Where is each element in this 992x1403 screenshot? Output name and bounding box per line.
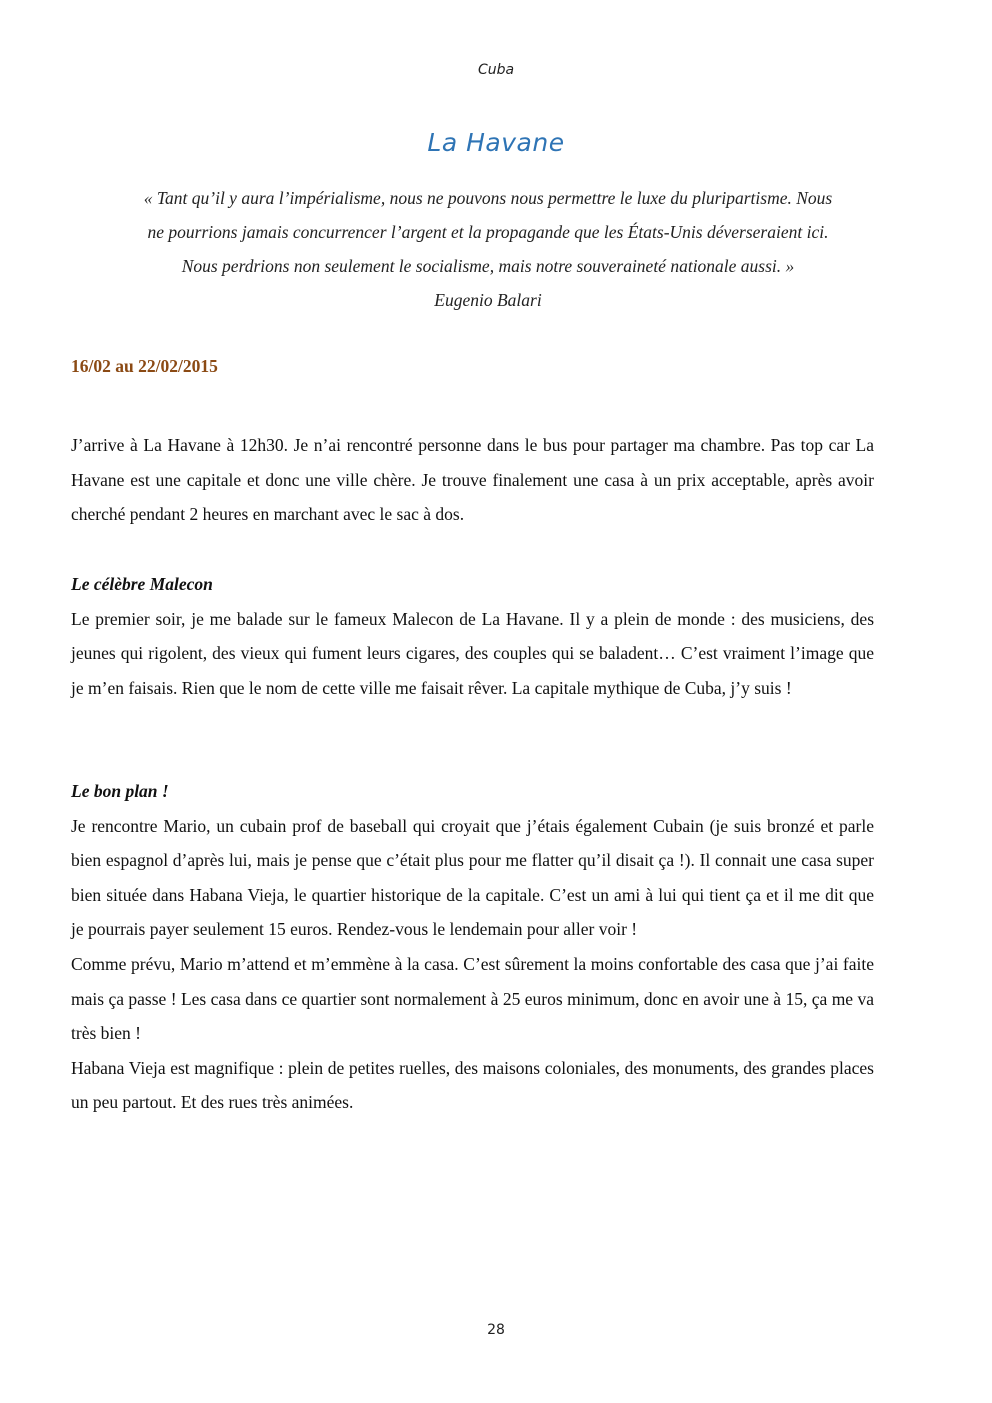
- quote-line: Nous perdrions non seulement le socialisme, mais notre souveraineté nationale aussi. »: [181, 256, 795, 276]
- paragraph: Habana Vieja est magnifique : plein de petites ruelles, des maisons coloniales, des monuments, des grandes places un peu partout. Et des rues très animées.: [71, 1057, 874, 1113]
- section-bon-plan: [71, 774, 874, 1120]
- paragraph: Je rencontre Mario, un cubain prof de baseball qui croyait que j’étais également Cubain (je suis bronzé et parle bien espagnol d’après lui, mais je pense que c’était plus pour me flatter qu’il disait ça !). Il connait une casa super bien située dans Habana Vieja, le quartier historique de la capitale. C’est un ami à lui qui tient ça et il me dit que je pourrais payer seulement 15 euros. Rendez-vous le lendemain pour aller voir !: [71, 815, 874, 940]
- section-heading: Le bon plan !: [71, 781, 169, 801]
- date-range: 16/02 au 22/02/2015: [71, 356, 218, 376]
- quote-line: ne pourrions jamais concurrencer l’argent et la propagande que les États-Unis déverseraient ici.: [147, 222, 829, 242]
- quote-line: « Tant qu’il y aura l’impérialisme, nous ne pouvons nous permettre le luxe du pluripartisme. Nous: [143, 188, 833, 208]
- page-title: La Havane: [427, 128, 565, 157]
- page-number: 28: [487, 1322, 505, 1338]
- paragraph: J’arrive à La Havane à 12h30. Je n’ai rencontré personne dans le bus pour partager ma chambre. Pas top car La Havane est une capitale et donc une ville chère. Je trouve finalement une casa à un prix acceptable, après avoir cherché pendant 2 heures en marchant avec le sac à dos.: [71, 435, 874, 525]
- paragraph: Le premier soir, je me balade sur le fameux Malecon de La Havane. Il y a plein de monde : des musiciens, des jeunes qui rigolent, des vieux qui fument leurs cigares, des couples qui se baladent… C’est vraiment l’image que je m’en faisais. Rien que le nom de cette ville me faisait rêver. La capitale mythique de Cuba, j’y suis !: [71, 608, 874, 698]
- running-header: Cuba: [477, 62, 515, 78]
- paragraph: Comme prévu, Mario m’attend et m’emmène à la casa. C’est sûrement la moins confortable des casa que j’ai faite mais ça passe ! Les casa dans ce quartier sont normalement à 25 euros minimum, donc en avoir une à 15, ça me va très bien !: [71, 953, 874, 1044]
- section-heading: Le célèbre Malecon: [71, 574, 213, 594]
- quote-author: Eugenio Balari: [434, 290, 542, 310]
- epigraph-quote: [70, 181, 906, 317]
- section-malecon: [71, 567, 874, 705]
- section-arrival: [71, 428, 874, 532]
